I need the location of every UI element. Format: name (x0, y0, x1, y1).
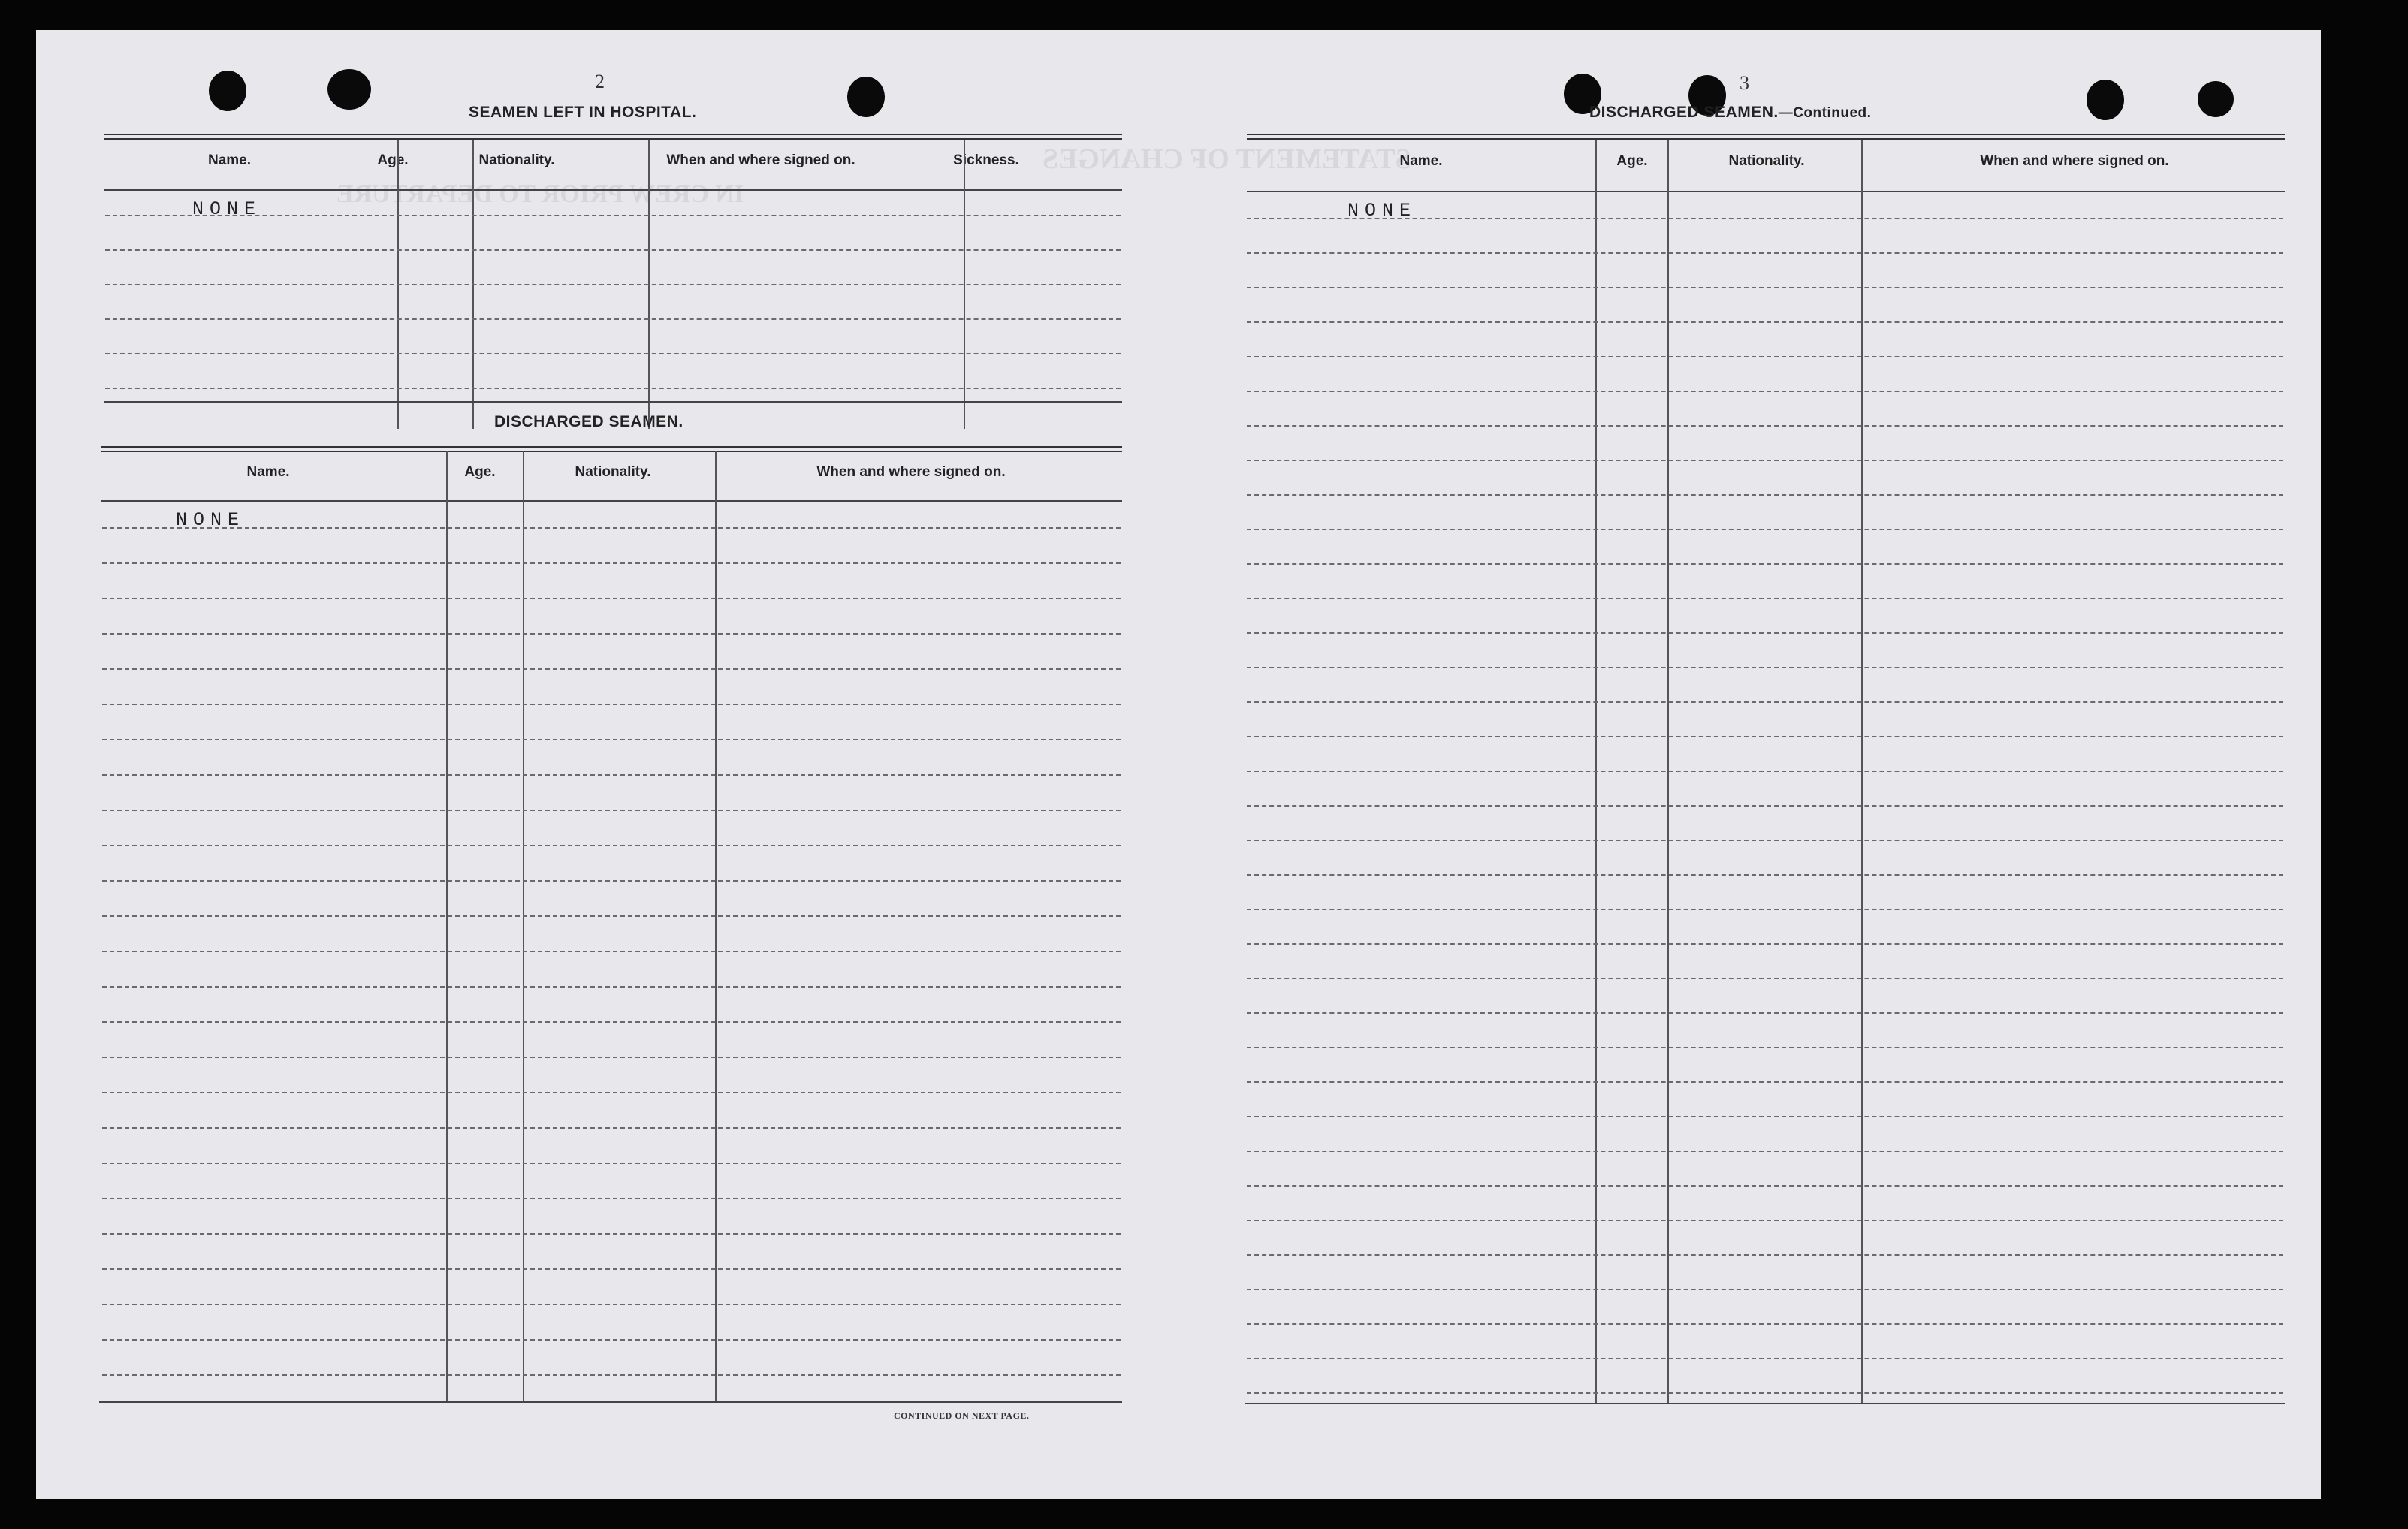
hospital-col-nationality: Nationality. (478, 152, 555, 168)
right-ruled-line (1247, 978, 2283, 979)
right-title-main: DISCHARGED SEAMEN. (1589, 104, 1779, 121)
discharged-ruled-line (102, 880, 1121, 882)
discharged-ruled-line (102, 527, 1121, 529)
discharged-entry: NONE (176, 509, 246, 531)
right-section-title (1589, 104, 1871, 122)
discharged-ruled-line (102, 1374, 1121, 1376)
right-ruled-line (1247, 805, 2283, 807)
right-ruled-line (1247, 701, 2283, 703)
right-ruled-line (1247, 494, 2283, 496)
discharged-ruled-line (102, 598, 1121, 599)
hospital-col-name: Name. (207, 152, 252, 168)
right-ruled-line (1247, 460, 2283, 461)
right-ruled-line (1247, 218, 2283, 219)
discharged-ruled-line (102, 1339, 1121, 1341)
discharged-ruled-line (102, 1233, 1121, 1235)
discharged-ruled-line (102, 951, 1121, 952)
discharged-ruled-line (102, 704, 1121, 705)
discharged-ruled-line (102, 1092, 1121, 1093)
right-title-suffix: —Continued. (1778, 105, 1872, 121)
right-header-rule (1247, 191, 2285, 192)
bleed-through-text: STATEMENT OF CHANGES (1043, 143, 1411, 175)
hospital-ruled-line (105, 388, 1121, 389)
hospital-table-top-rule (104, 134, 1122, 140)
right-ruled-line (1247, 252, 2283, 254)
right-ruled-line (1247, 1323, 2283, 1325)
discharged-ruled-line (102, 1268, 1121, 1270)
punch-hole (327, 69, 371, 110)
discharged-col-nationality: Nationality. (575, 464, 651, 480)
right-col-age: Age. (1616, 153, 1648, 169)
right-ruled-line (1247, 874, 2283, 876)
discharged-ruled-line (102, 915, 1121, 917)
right-ruled-line (1247, 1358, 2283, 1359)
right-ruled-line (1247, 1289, 2283, 1290)
right-ruled-line (1247, 425, 2283, 427)
right-ruled-line (1247, 287, 2283, 288)
discharged-ruled-line (102, 739, 1121, 740)
hospital-ruled-line (105, 249, 1121, 251)
right-ruled-line (1247, 736, 2283, 737)
right-ruled-line (1247, 1220, 2283, 1221)
right-ruled-line (1247, 1012, 2283, 1014)
right-ruled-line (1247, 598, 2283, 599)
discharged-ruled-line (102, 668, 1121, 670)
bleed-through-text-2: IN CREW PRIOR TO DEPARTURE (336, 180, 744, 208)
right-col-signed-on: When and where signed on. (1980, 153, 2169, 169)
hospital-col-sickness: Sickness. (953, 152, 1019, 168)
discharged-ruled-line (102, 1057, 1121, 1058)
hospital-ruled-line (105, 318, 1121, 320)
right-table-top-rule (1247, 134, 2285, 140)
hospital-section-title: SEAMEN LEFT IN HOSPITAL. (469, 104, 697, 121)
right-ruled-line (1247, 1151, 2283, 1152)
discharged-ruled-line (102, 1198, 1121, 1199)
discharged-col-divider (523, 451, 524, 1401)
right-ruled-line (1247, 1047, 2283, 1048)
right-entry: NONE (1347, 200, 1417, 222)
discharged-col-divider (446, 451, 448, 1401)
right-ruled-line (1247, 356, 2283, 357)
discharged-table-bottom-rule (99, 1401, 1122, 1403)
discharged-ruled-line (102, 986, 1121, 988)
discharged-ruled-line (102, 1304, 1121, 1305)
hospital-col-signed-on: When and where signed on. (666, 152, 855, 168)
right-ruled-line (1247, 632, 2283, 634)
right-ruled-line (1247, 1185, 2283, 1187)
right-ruled-line (1247, 909, 2283, 910)
hospital-ruled-line (105, 353, 1121, 354)
discharged-ruled-line (102, 1021, 1121, 1023)
discharged-table-top-rule (101, 446, 1122, 452)
discharged-col-name: Name. (246, 464, 290, 480)
discharged-col-signed-on: When and where signed on. (816, 464, 1006, 480)
right-ruled-line (1247, 563, 2283, 565)
punch-hole (2198, 81, 2234, 117)
right-ruled-line (1247, 771, 2283, 772)
discharged-ruled-line (102, 774, 1121, 776)
punch-hole (847, 77, 885, 117)
right-ruled-line (1247, 1254, 2283, 1256)
discharged-header-rule (101, 500, 1122, 502)
discharged-ruled-line (102, 845, 1121, 846)
punch-hole (209, 71, 246, 111)
hospital-header-rule (104, 189, 1122, 191)
right-ruled-line (1247, 1116, 2283, 1117)
right-ruled-line (1247, 321, 2283, 323)
discharged-ruled-line (102, 562, 1121, 564)
right-col-name: Name. (1399, 153, 1443, 169)
discharged-ruled-line (102, 810, 1121, 811)
right-ruled-line (1247, 529, 2283, 530)
discharged-ruled-line (102, 633, 1121, 635)
right-ruled-line (1247, 840, 2283, 841)
punch-hole (2087, 80, 2124, 120)
hospital-table-bottom-rule (104, 401, 1122, 403)
hospital-entry: NONE (192, 198, 262, 220)
right-ruled-line (1247, 943, 2283, 945)
right-ruled-line (1247, 1081, 2283, 1083)
hospital-ruled-line (105, 284, 1121, 285)
discharged-col-divider (715, 451, 717, 1401)
discharged-section-title: DISCHARGED SEAMEN. (494, 413, 683, 430)
right-table-bottom-rule (1245, 1403, 2285, 1404)
right-col-nationality: Nationality. (1728, 153, 1805, 169)
right-ruled-line (1247, 1392, 2283, 1394)
hospital-col-age: Age. (377, 152, 409, 168)
right-ruled-line (1247, 667, 2283, 668)
discharged-col-age: Age. (464, 464, 496, 480)
discharged-ruled-line (102, 1163, 1121, 1164)
discharged-ruled-line (102, 1127, 1121, 1129)
document-sheet (36, 30, 2321, 1499)
hospital-ruled-line (105, 215, 1121, 216)
continued-footer: CONTINUED ON NEXT PAGE. (894, 1410, 1030, 1421)
right-ruled-line (1247, 391, 2283, 392)
page-number-left: 2 (595, 71, 605, 92)
page-number-right: 3 (1740, 72, 1749, 94)
